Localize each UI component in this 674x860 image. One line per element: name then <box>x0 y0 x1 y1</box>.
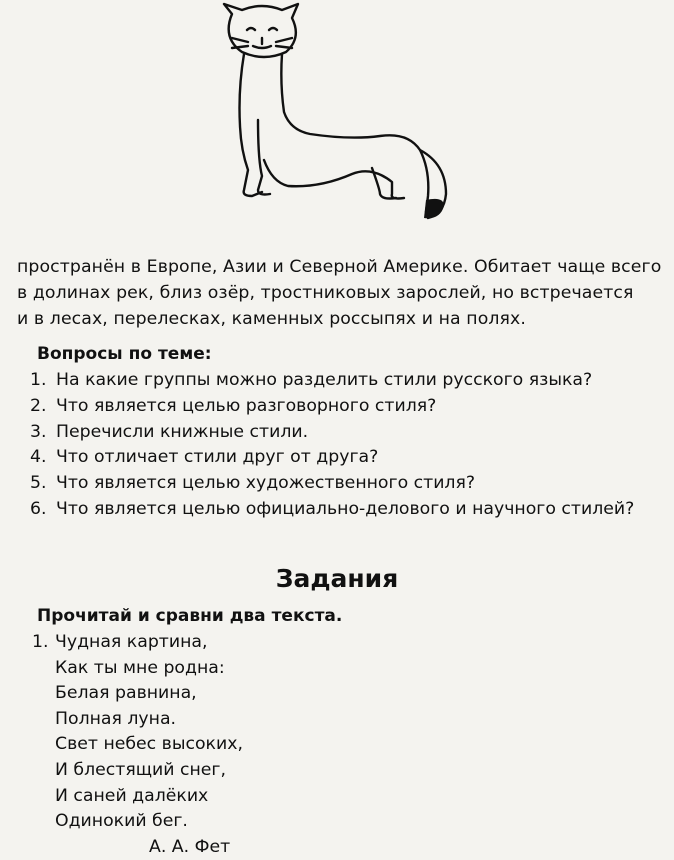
question-number: 5. <box>30 473 47 494</box>
question-number: 6. <box>30 498 47 519</box>
tasks-title: Задания <box>275 564 399 593</box>
question-item <box>30 420 660 446</box>
poem-line <box>32 656 243 682</box>
poem-line-text: Одинокий бег. <box>55 811 188 832</box>
question-text: На какие группы можно разделить стили русского языка? <box>56 370 593 390</box>
poem-line-text: Свет небес высоких, <box>55 734 243 755</box>
poem-line <box>32 681 243 707</box>
question-item <box>30 471 660 497</box>
poem-line-text: Полная луна. <box>55 708 177 729</box>
poem-line-text: Чудная картина, <box>55 632 208 652</box>
question-text: Перечисли книжные стили. <box>56 421 309 442</box>
weasel-illustration <box>200 0 460 225</box>
poem-line <box>32 758 243 784</box>
task-instruction: Прочитай и сравни два текста. <box>37 606 343 626</box>
poem-number: 1. <box>32 632 49 652</box>
question-text: Что является целью художественного стиля? <box>56 473 476 494</box>
poem-line <box>32 732 243 758</box>
description-paragraph <box>17 254 667 332</box>
question-item <box>30 394 660 420</box>
question-number: 2. <box>30 395 47 416</box>
paragraph-line: и в лесах, перелесках, каменных россыпях и на полях. <box>17 309 526 329</box>
poem-author: А. А. Фет <box>149 836 231 857</box>
paragraph-line: пространён в Европе, Азии и Северной Америке. Обитает чаще всего <box>17 257 662 277</box>
question-number: 4. <box>30 447 47 468</box>
question-text: Что является целью разговорного стиля? <box>56 395 437 416</box>
poem-line-text: И саней далёких <box>55 785 209 806</box>
poem <box>32 630 243 860</box>
poem-line <box>32 809 243 835</box>
poem-line <box>32 784 243 810</box>
question-text: Что отличает стили друг от друга? <box>56 447 379 468</box>
question-text: Что является целью официально-делового и научного стилей? <box>56 498 635 519</box>
poem-line-text: Как ты мне родна: <box>55 657 225 678</box>
question-item <box>30 368 660 394</box>
poem-line <box>32 630 243 656</box>
questions-list <box>30 368 660 523</box>
question-number: 1. <box>30 370 47 390</box>
question-item <box>30 497 660 523</box>
poem-line <box>32 707 243 733</box>
questions-heading: Вопросы по теме: <box>37 344 212 364</box>
question-number: 3. <box>30 421 47 442</box>
question-item <box>30 445 660 471</box>
paragraph-line: в долинах рек, близ озёр, тростниковых зарослей, но встречается <box>17 283 634 303</box>
poem-line-text: Белая равнина, <box>55 683 197 704</box>
poem-author-row <box>32 835 243 860</box>
poem-line-text: И блестящий снег, <box>55 759 226 780</box>
